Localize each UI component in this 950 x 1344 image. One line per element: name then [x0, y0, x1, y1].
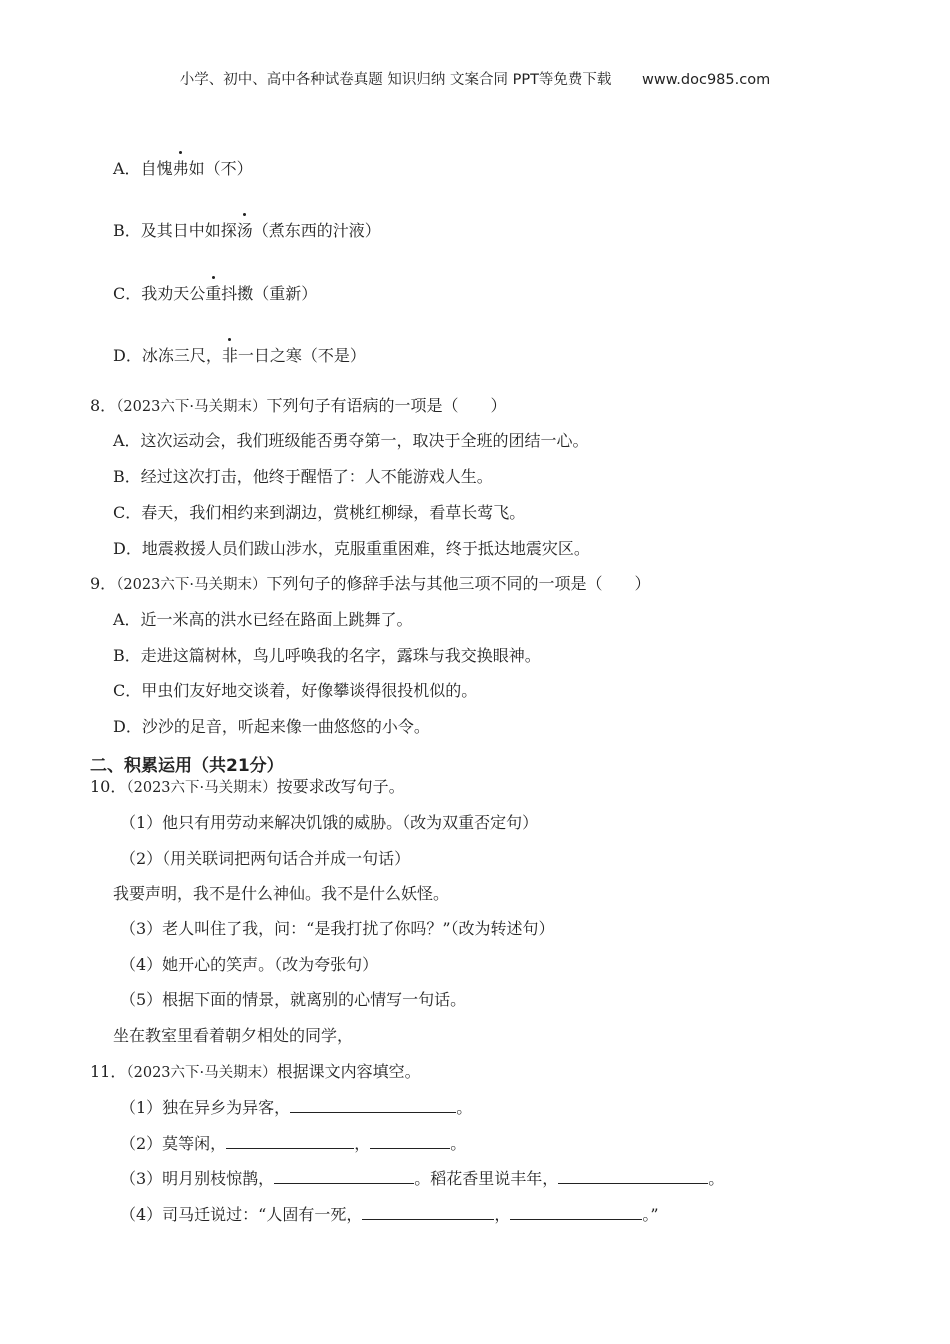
- q7-option-d: [113, 345, 366, 367]
- option-text: 一日之寒（不是）: [237, 346, 366, 365]
- question-number: 11．: [90, 1062, 127, 1081]
- answer-blank[interactable]: [226, 1132, 354, 1149]
- option-text: （煮东西的汁液）: [252, 221, 381, 240]
- header-site: www.doc985.com: [642, 72, 771, 88]
- option-text: 及其日中如探: [140, 221, 237, 240]
- fill-text: ，: [354, 1134, 371, 1153]
- question-text: 下列句子有语病的一项是（ ）: [266, 396, 507, 415]
- fill-text: （1）独在异乡为异客，: [120, 1098, 291, 1117]
- q10-sub-2: （2）（用关联词把两句话合并成一句话）: [120, 849, 411, 868]
- question-source: （2023六下·马关期末）: [116, 577, 267, 593]
- header-text: 小学、初中、高中各种试卷真题 知识归纳 文案合同 PPT等免费下载: [179, 72, 612, 88]
- emphasis-char: 弗: [172, 159, 189, 178]
- fill-text: ，: [494, 1205, 511, 1224]
- fill-text: 。”: [642, 1205, 659, 1224]
- fill-text: （2）莫等闲，: [120, 1134, 227, 1153]
- q11-stem: [90, 1061, 421, 1084]
- option-letter: A．: [113, 159, 141, 178]
- answer-blank[interactable]: [290, 1096, 456, 1113]
- q10-sub-1: （1）他只有用劳动来解决饥饿的威胁。（改为双重否定句）: [120, 813, 539, 832]
- q7-option-c: [113, 283, 317, 305]
- option-letter: C．: [113, 284, 142, 303]
- q7-option-a: [113, 158, 253, 180]
- option-text: 如（不）: [188, 159, 253, 178]
- q10-sub-4: （4）她开心的笑声。（改为夸张句）: [120, 955, 379, 974]
- q10-sub-2-text: 我要声明，我不是什么神仙。我不是什么妖怪。: [113, 884, 450, 903]
- emphasis-char: 汤: [236, 221, 253, 240]
- q9-option-a: A．近一米高的洪水已经在路面上跳舞了。: [113, 610, 413, 629]
- q9-option-b: B．走进这篇树林，鸟儿呼唤我的名字，露珠与我交换眼神。: [113, 646, 541, 665]
- q11-line-1: [120, 1096, 472, 1119]
- page-header: [0, 68, 950, 89]
- option-text: 我劝天公: [141, 284, 206, 303]
- q7-option-b: [113, 220, 381, 242]
- q10-sub-3: （3）老人叫住了我，问：“是我打扰了你吗？”（改为转述句）: [120, 919, 555, 938]
- option-letter: B．: [113, 221, 141, 240]
- question-source: （2023六下·马关期末）: [126, 780, 277, 796]
- q10-stem: [90, 776, 405, 799]
- answer-blank[interactable]: [370, 1132, 450, 1149]
- fill-text: 。: [456, 1098, 473, 1117]
- emphasis-char: 非: [221, 346, 238, 365]
- q8-option-d: D．地震救援人员们跋山涉水，克服重重困难，终于抵达地震灾区。: [113, 539, 590, 558]
- q8-option-c: C．春天，我们相约来到湖边，赏桃红柳绿，看草长莺飞。: [113, 503, 526, 522]
- fill-text: 。: [708, 1169, 725, 1188]
- fill-text: 。: [450, 1134, 467, 1153]
- q10-sub-5-text: 坐在教室里看着朝夕相处的同学，: [113, 1026, 354, 1045]
- question-source: （2023六下·马关期末）: [126, 1065, 277, 1081]
- section-heading: 二、积累运用（共21分）: [90, 756, 284, 776]
- question-number: 10．: [90, 777, 127, 796]
- fill-text: （4）司马迁说过：“人固有一死，: [120, 1205, 363, 1224]
- q8-option-b: B．经过这次打击，他终于醒悟了：人不能游戏人生。: [113, 467, 493, 486]
- question-number: 9．: [90, 574, 117, 593]
- q8-option-a: A．这次运动会，我们班级能否勇夺第一，取决于全班的团结一心。: [113, 431, 589, 450]
- fill-text: 。稻花香里说丰年，: [414, 1169, 559, 1188]
- option-text: 自愧: [140, 159, 173, 178]
- answer-blank[interactable]: [274, 1167, 414, 1184]
- question-text: 下列句子的修辞手法与其他三项不同的一项是（ ）: [266, 574, 651, 593]
- answer-blank[interactable]: [510, 1203, 642, 1220]
- question-text: 根据课文内容填空。: [276, 1062, 421, 1081]
- q9-option-c: C．甲虫们友好地交谈着，好像攀谈得很投机似的。: [113, 681, 478, 700]
- q10-sub-5: （5）根据下面的情景，就离别的心情写一句话。: [120, 990, 467, 1009]
- q8-stem: [90, 395, 506, 418]
- q11-line-3: [120, 1167, 724, 1190]
- option-text: 抖擞（重新）: [221, 284, 318, 303]
- question-source: （2023六下·马关期末）: [116, 399, 267, 415]
- q11-line-2: [120, 1132, 466, 1155]
- option-letter: D．: [113, 346, 142, 365]
- question-text: 按要求改写句子。: [276, 777, 405, 796]
- q11-line-4: [120, 1203, 659, 1226]
- fill-text: （3）明月别枝惊鹊，: [120, 1169, 275, 1188]
- q9-option-d: D．沙沙的足音，听起来像一曲悠悠的小令。: [113, 717, 430, 736]
- answer-blank[interactable]: [362, 1203, 494, 1220]
- question-number: 8．: [90, 396, 117, 415]
- answer-blank[interactable]: [558, 1167, 708, 1184]
- q9-stem: [90, 573, 650, 596]
- option-text: 冰冻三尺，: [141, 346, 222, 365]
- emphasis-char: 重: [205, 284, 222, 303]
